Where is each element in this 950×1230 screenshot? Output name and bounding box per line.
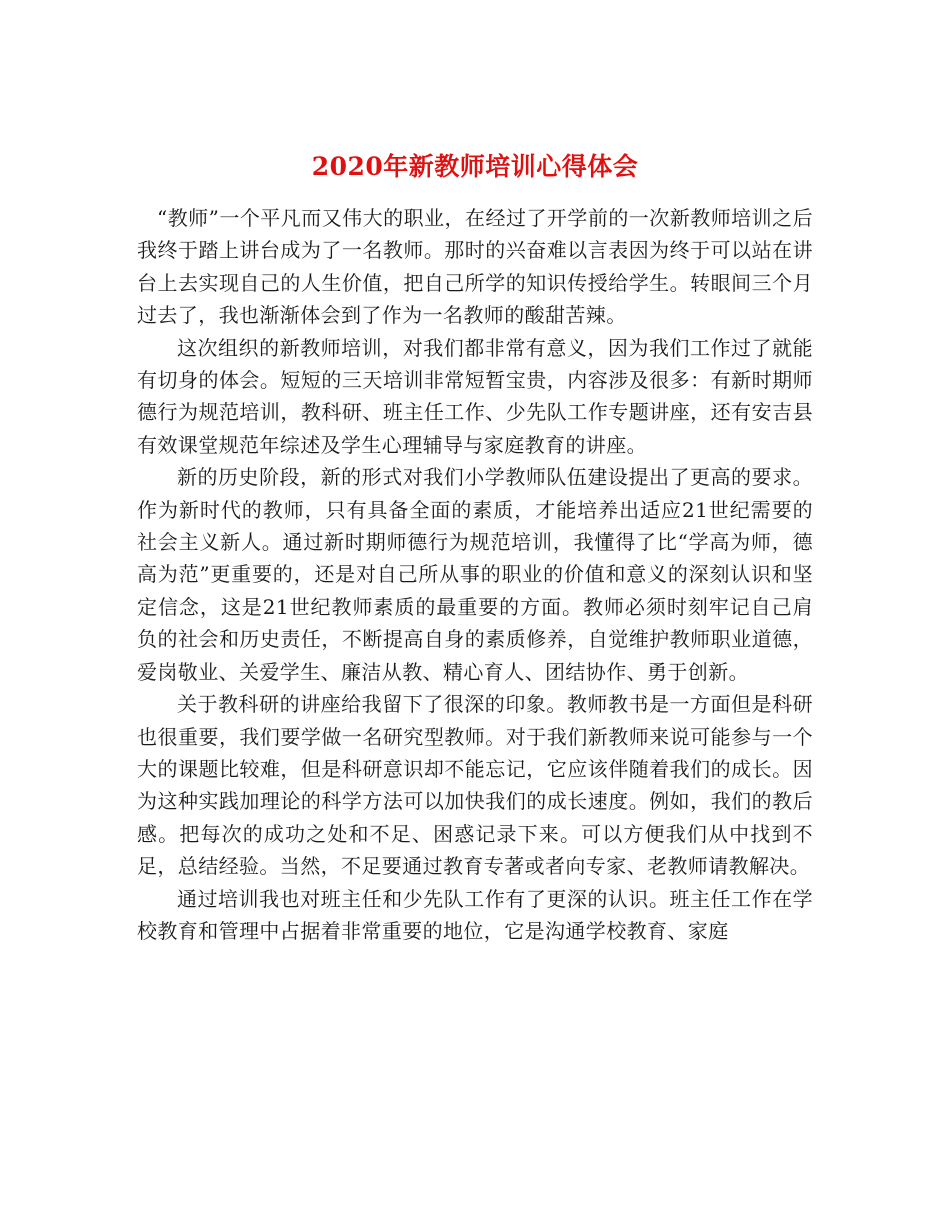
paragraph-3: 新的历史阶段，新的形式对我们小学教师队伍建设提出了更高的要求。作为新时代的教师，只有具备全面的素质，才能培养出适应21世纪需要的社会主义新人。通过新时期师德行为规范培训，我懂得了比“学高为师，德高为范”更重要的，还是对自己所从事的职业的价值和意义的深刻认识和坚定信念，这是21世纪教师素质的最重要的方面。教师必须时刻牢记自己肩负的社会和历史责任，不断提高自身的素质修养，自觉维护教师职业道德，爱岗敬业、关爱学生、廉洁从教、精心育人、团结协作、勇于创新。 [137,465,813,684]
paragraph-2: 这次组织的新教师培训，对我们都非常有意义，因为我们工作过了就能有切身的体会。短短的三天培训非常短暂宝贵，内容涉及很多：有新时期师德行为规范培训，教科研、班主任工作、少先队工作专题讲座，还有安吉县有效课堂规范年综述及学生心理辅导与家庭教育的讲座。 [137,335,813,457]
document-title: 2020年新教师培训心得体会 [311,151,639,181]
paragraph-4: 关于教科研的讲座给我留下了很深的印象。教师教书是一方面但是科研也很重要，我们要学做一名研究型教师。对于我们新教师来说可能参与一个大的课题比较难，但是科研意识却不能忘记，它应该伴随着我们的成长。因为这种实践加理论的科学方法可以加快我们的成长速度。例如，我们的教后感。把每次的成功之处和不足、困惑记录下来。可以方便我们从中找到不足，总结经验。当然，不足要通过教育专著或者向专家、老教师请教解决。 [137,692,813,879]
document-body [137,202,813,947]
paragraph-1: “教师”一个平凡而又伟大的职业，在经过了开学前的一次新教师培训之后我终于踏上讲台成为了一名教师。那时的兴奋难以言表因为终于可以站在讲台上去实现自己的人生价值，把自己所学的知识传授给学生。转眼间三个月过去了，我也渐渐体会到了作为一名教师的酸甜苦辣。 [137,206,813,328]
paragraph-5: 通过培训我也对班主任和少先队工作有了更深的认识。班主任工作在学校教育和管理中占据着非常重要的地位，它是沟通学校教育、家庭 [137,886,813,943]
